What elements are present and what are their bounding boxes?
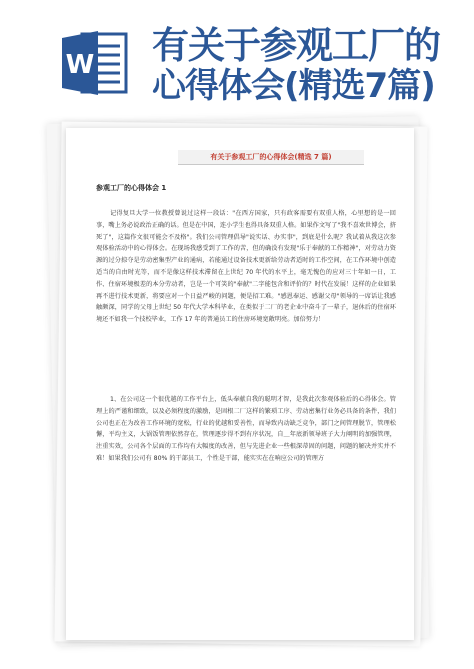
word-document-icon (60, 28, 130, 98)
paragraph-2: 1、在公司这一个很优越的工作平台上，低头奉献自我的聪明才智，是我此次参观体验后的心得体会。管理上的严谨和细致，以及必须程度的激励，是固根二厂这样的繁琐工序、劳动密集行业务必具备的条件，我们公司也正在为改善工作环境的宽松，行业的优越和妥善性，而导致内动缺乏竞争，部门之间管理脱节，管理松懈，平均主义，大锅饭管理依然存在，管理逐步得不到有序状况，自＿年底新领导班子大力阐明的加强管理，注重实效，公司各个层面的工作均有大幅度的改善，但与先进企业一些根深蒂固的问题，问题的解决并实并不难！如果我们公司有 80% 的干部员工，个性是干部，能实实在在响应公司的管理方 (96, 396, 396, 462)
document-banner-title: 有关于参观工厂的心得体会(精选 7 篇) (178, 150, 364, 165)
paragraph-1: 记得复旦大学一位教授曾说过这样一段话："在西方国家，只有政客需要有双重人格，心里想的是一回事，嘴上务必说政治正确的话。但是在中国，连小学生也得具备双重人格。如果作文写了"我不喜欢世博会，挤死了"，这篇作文很可能会不及格"。我们公司管理倡导"说实话、办实事"，到底是什么呢？我试着从我这次参观体验活动中的心得体会。在现场我感受到了工作的苦，但的确没有发现"乐于奉献的工作精神"，对劳动力资源的过分掠夺是劳动密集型产业的通病，若能通过设备技术更新给劳动者适时的工作空间，在工作环境中创造适当的自由时光等，而不是像这样技术滞留在上世纪 70 年代的水平上，毫无愧色的应对三十年如一日，工作、住宿环境极差的本分劳动者，岂是一个可笑的"奉献"二字能包含和评价的？时代在发展！这样的企业如果再不进行技术更新，将要应对一个日益严峻的问题，便是招工难。"感恩奉运、感谢父母"领导的一席话让我感触颇深，同学的父母上世纪 50 年代大学本科毕业，在类似于二厂的老企业中奋斗了一辈子，退休后的住宿环境还不如我一个技校毕业，工作 17 年的普通员工的住房环境宽敞明亮。加倍努力！ (96, 210, 396, 324)
page-title-line-2: 心得体会(精选7篇) (152, 66, 435, 106)
section-title: 参观工厂的心得体会 1 (96, 184, 167, 192)
word-letter: W (65, 50, 95, 80)
page-header (0, 0, 474, 112)
page-title-line-1: 有关于参观工厂的 (152, 24, 440, 67)
document-page (66, 128, 414, 640)
